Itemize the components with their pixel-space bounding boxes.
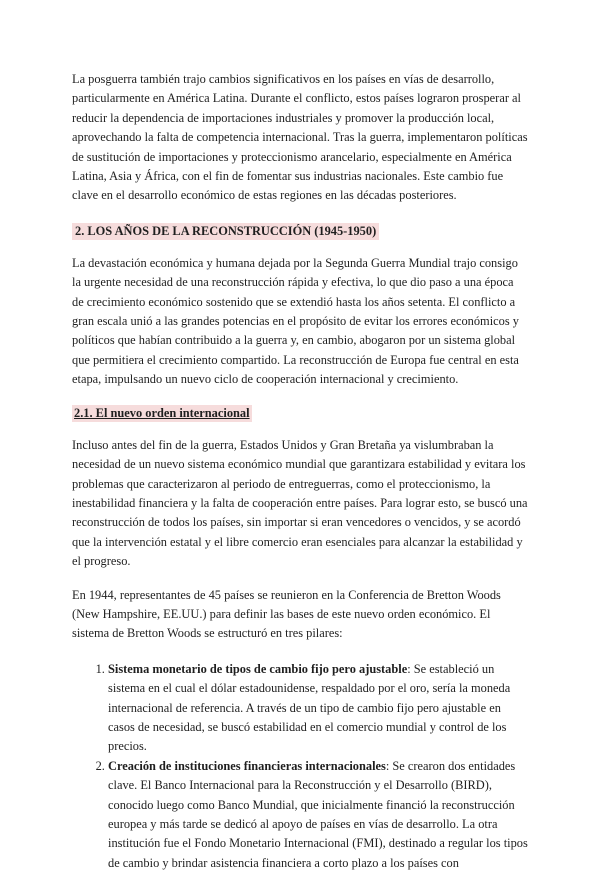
pillar-term: Sistema monetario de tipos de cambio fijo pero ajustable <box>108 661 408 676</box>
pillar-term: Creación de instituciones financieras internacionales <box>108 758 386 773</box>
section-paragraph: La devastación económica y humana dejada por la Segunda Guerra Mundial trajo consigo la urgente necesidad de una reconstrucción rápida y efectiva, lo que dio paso a una época de crecimiento económico sostenido que se extendió hasta los años setenta. El conflicto a gran escala unió a las grandes potencias en el propósito de evitar los errores económicos y políticos que habían contribuido a la guerra y, en cambio, abogaron por un sistema global que permitiera el crecimiento compartido. La reconstrucción de Europa fue central en esta etapa, impulsando un nuevo ciclo de cooperación internacional y crecimiento. <box>72 255 519 387</box>
list-item <box>108 757 528 873</box>
pillars-list <box>72 660 528 873</box>
subsection-heading: 2.1. El nuevo orden internacional <box>74 405 250 420</box>
section-heading-wrapper <box>72 222 528 254</box>
pillar-text: : Se estableció un sistema en el cual el dólar estadounidense, respaldado por el oro, sería la moneda internacional de referencia. A través de un tipo de cambio fijo pero ajustable en casos de necesidad, se buscó estabilidad en el comercio mundial y control de los precios. <box>108 661 511 754</box>
subsection-paragraph-1: Incluso antes del fin de la guerra, Estados Unidos y Gran Bretaña ya vislumbraban la necesidad de un nuevo sistema económico mundial que garantizara estabilidad y evitara los problemas que caracterizaron al periodo de entreguerras, como el proteccionismo, la inestabilidad financiera y la falta de cooperación entre países. Para lograr esto, se buscó una reconstrucción de todos los países, sin importar si eran vencedores o vencidos, y se acordó que la intervención estatal y el libre comercio eran esenciales para alcanzar la estabilidad y el progreso. <box>72 437 528 569</box>
subsection-paragraph-2: En 1944, representantes de 45 países se reunieron en la Conferencia de Bretton Woods (New Hampshire, EE.UU.) para definir las bases de este nuevo orden económico. El sistema de Bretton Woods se estructuró en tres pilares: <box>72 587 501 641</box>
section-heading: 2. LOS AÑOS DE LA RECONSTRUCCIÓN (1945-1950) <box>72 223 379 240</box>
pillar-text: : Se crearon dos entidades clave. El Banco Internacional para la Reconstrucción y el Desarrollo (BIRD), conocido luego como Banco Mundial, que inicialmente financió la reconstrucción europea y más tarde se dedicó al apoyo de países en vías de desarrollo. La otra institución fue el Fondo Monetario Internacional (FMI), destinado a regular los tipos de cambio y brindar asistencia financiera a corto plazo a los países con <box>108 758 528 870</box>
subsection-heading-wrapper <box>72 404 528 436</box>
list-item <box>108 660 528 757</box>
intro-paragraph: La posguerra también trajo cambios significativos en los países en vías de desarrollo, particularmente en América Latina. Durante el conflicto, estos países lograron prosperar al reducir la dependencia de importaciones industriales y promover la producción local, aprovechando la falta de competencia internacional. Tras la guerra, implementaron políticas de sustitución de importaciones y proteccionismo arancelario, especialmente en América Latina, Asia y África, con el fin de fomentar sus industrias nacionales. Este cambio fue clave en el desarrollo económico de estas regiones en las décadas posteriores. <box>72 72 528 203</box>
